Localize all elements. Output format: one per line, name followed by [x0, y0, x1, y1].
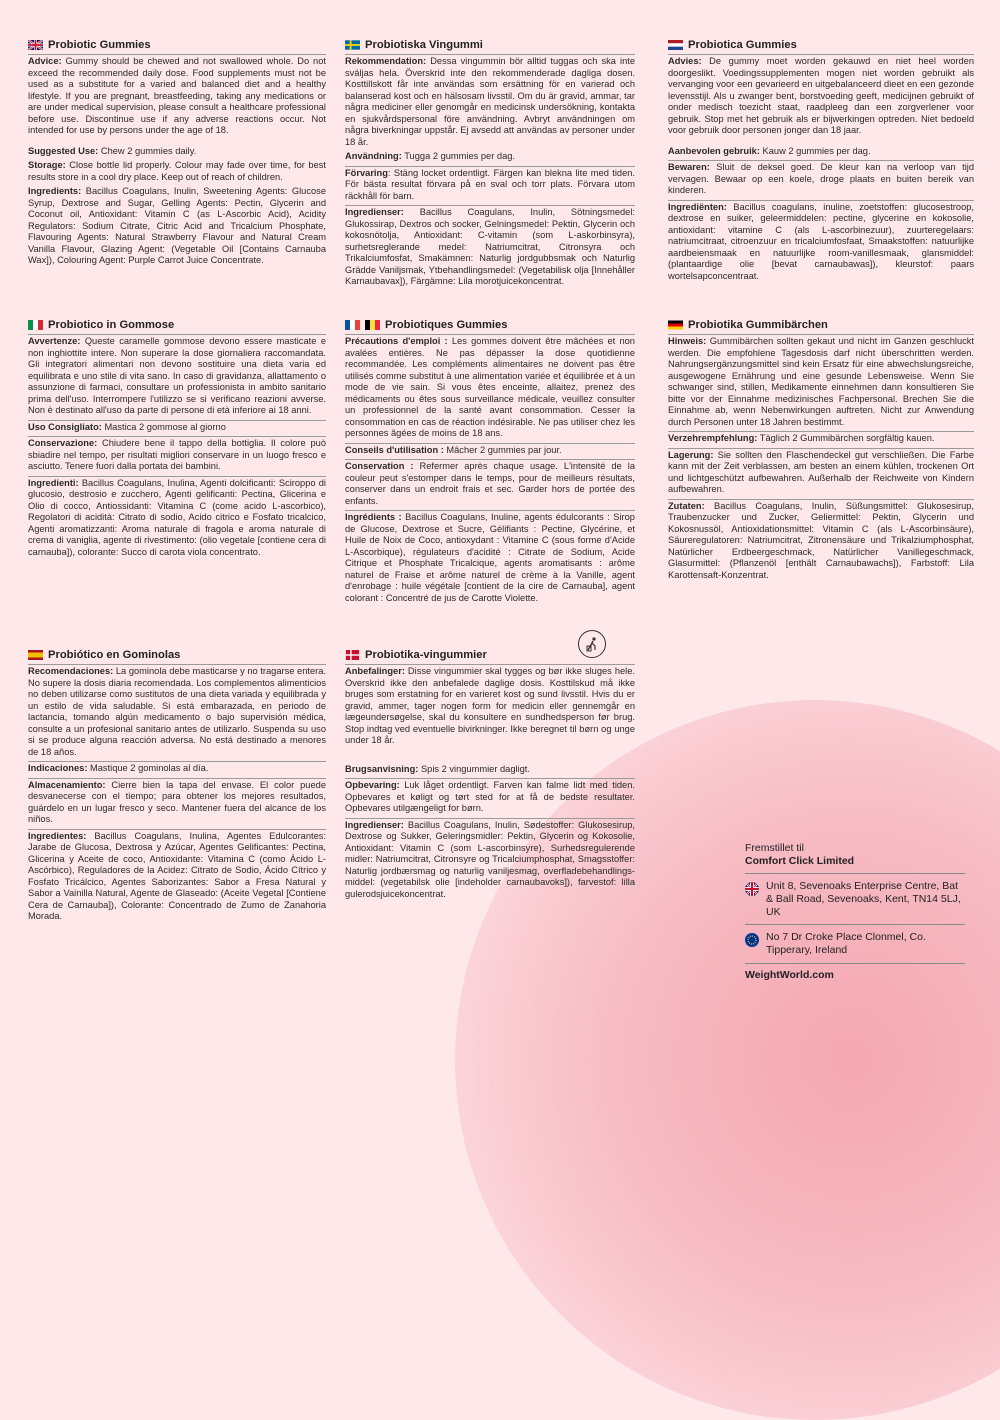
section-spanish [28, 648, 326, 926]
title-text: Probiótico en Gominolas [48, 649, 181, 661]
advice-text: Rekommendation: Dessa vingummin bör alltid tuggas och ska inte sväljas hela. Överskrid inte den rekommenderade dagliga dosen. Kosttillskott får inte användas som ersättning för en varierad och balanserad kost och en hälsosam livsstil. Om du är gravid, ammar, tar några mediciner eller genomgår en medicinsk undersökning, kontakta en sjukvårdspersonal före användning. Avbryt användningen om några biverkningar uppstår. Ej avsedd att användas av personer under 18 år. [345, 56, 635, 147]
divider [345, 778, 635, 779]
advice-text: Avvertenze: Queste caramelle gommose devono essere masticate e non inghiottite intere. Non superare la dose giornaliera raccomandata. Gli integratori alimentari non devono sostituire una dieta varia ed equilibrata e uno stile di vita sano. In caso di gravidanza, allattamento o assunzione di farmaci, consultare un professionista in ambito sanitario prima dell'uso. Interrompere l'utilizzo se si verificano reazioni avverse. Non è destinato all'uso da parte di persone di età inferiore ai 18 anni. [28, 336, 326, 415]
title-text: Probiotiska Vingummi [365, 39, 483, 51]
section-german [668, 318, 974, 584]
storage-text: Storage: Close bottle lid properly. Colour may fade over time, for best results store in a cool dry place. Keep out of reach of children. [28, 160, 326, 182]
divider [345, 205, 635, 206]
divider [28, 334, 326, 335]
advice-text: Advies: De gummy moet worden gekauwd en niet heel worden doorgeslikt. Voedingssupplementen mogen niet worden gebruikt als vervanging voor een gevarieerd en uitgebalanceerd dieet en een gezonde levensstijl. Als u zwanger bent, borstvoeding geeft, medicijnen gebruikt of onder medisch toezicht staat, raadpleeg dan een zorgverlener voor gebruik. Stop met het gebruik als er bijwerkingen optreden. Niet bedoeld voor gebruik door personen jonger dan 18 jaar. [668, 56, 974, 135]
uk-address: Unit 8, Sevenoaks Enterprise Centre, Bat & Ball Road, Sevenoaks, Kent, TN14 5LJ, UK [766, 880, 961, 918]
divider [345, 443, 635, 444]
divider [28, 54, 326, 55]
belgium-flag-icon [365, 320, 380, 330]
storage-text: Almacenamiento: Cierre bien la tapa del envase. El color puede desvanecerse con el tiempo; para obtener los mejores resultados, guárdelo en un lugar fresco y seco. Mantener fuera del alcance de los niños. [28, 779, 326, 824]
title-text: Probiotiques Gummies [385, 319, 508, 331]
section-title [345, 318, 635, 332]
ingredients-text: Ingredienser: Bacillus Coagulans, Inulin, Sötningsmedel: Glukossirap, Dextros och socker, Gelningsmedel: Pektin, Glycerin och kokosnötolja, Antioxidant: C-vitamin (som L-askorbinsyra), surhetsreglerande medel: Natriumcitrat, Citronsyra och Trikalciumfosfat, Smakämnen: Naturlig jordgubbsmak och Naturlig Grädde Vaniljsmak, Ytbehandlingsmedel: (Vegetabilisk olja [Innehåller Karnaubavax]), Färgämne: Lila morotjuicekoncentrat. [345, 207, 635, 286]
ingredients-text: Ingrediënten: Bacillus coagulans, inuline, zoetstoffen: glucosestroop, dextrose en suiker, geleermiddelen: pectine, glycerine en kokosolie, antioxidant: vitamine C (als L-ascorbinezuur), zuurteregelaars: natriumcitraat, citroenzuur en tricalciumfosfaat, Smaakstoffen: natuurlijke aardbeiensmaak en natuurlijke room-vanillesmaak, glansmiddel: (plantaardige olie [bevat carnaubawas]), kleurstof: paars wortelsapconcentraat. [668, 201, 974, 281]
divider [28, 420, 326, 421]
use-text: Suggested Use: Chew 2 gummies daily. [28, 145, 197, 156]
ingredients-text: Ingredienti: Bacillus Coagulans, Inulina, Agenti dolcificanti: Sciroppo di glucosio, destrosio e zucchero, Agenti gelificanti: Pectina, Glicerina e Olio di cocco, Antiossidanti: Vitamina C (come acido L-ascorbico), Regolatori di acidità: Citrato di sodio, Acido citrico e Fosfato tricalcico, Agenti aromatizzanti: Aroma naturale di fragola e aroma naturale di crema di vaniglia, agente di rivestimento: (olio vegetale [contiene cera di carnauba]), colorante: Succo di carota viola concentrato. [28, 477, 326, 557]
title-text: Probiotico in Gommose [48, 319, 175, 331]
divider [345, 510, 635, 511]
section-title [668, 318, 974, 332]
uk-flag-icon [28, 40, 43, 50]
germany-flag-icon [668, 320, 683, 330]
section-title [668, 38, 974, 52]
divider [668, 431, 974, 432]
divider [345, 459, 635, 460]
use-text: Användning: Tugga 2 gummies per dag. [345, 151, 515, 161]
divider [668, 448, 974, 449]
title-text: Probiotic Gummies [48, 39, 151, 51]
advice-text: Anbefalinger: Disse vingummier skal tygges og bør ikke sluges hele. Overskrid ikke den anbefalede daglige dosis. Kosttilskud må ikke bruges som erstatning for en varieret kost og sund livsstil. Hvis du er gravid, ammer, tager nogen form for medicin eller gennemgår en lægeundersøgelse, skal du konsultere en sundhedsperson før brug. Stop indtag ved eventuelle bivirkninger. Ikke beregnet til børn og unge under 18 år. [345, 666, 635, 745]
made-for-label: Fremstillet til [745, 842, 804, 854]
divider [345, 334, 635, 335]
storage-text: Bewaren: Sluit de deksel goed. De kleur kan na verloop van tijd vervagen. Bewaar op een koele, droge plaats en buiten bereik van kinderen. [668, 162, 974, 195]
storage-text: Conservation : Refermer après chaque usage. L'intensité de la couleur peut s'estomper dans le temps, pour de meilleurs résultats, conserver dans un endroit frais et sec. Garder hors de portée des enfants. [345, 461, 635, 506]
divider [28, 829, 326, 830]
ie-address-row [745, 924, 965, 957]
section-title [28, 648, 326, 662]
storage-text: Lagerung: Sie sollten den Flaschendeckel gut verschließen. Die Farbe kann mit der Zeit verblassen, am besten an einem kühlen, trockenen Ort und lichtgeschützt aufbewahren. Außerhalb der Reichweite von Kindern aufbewahren. [668, 449, 974, 494]
divider [28, 761, 326, 762]
storage-text: Förvaring: Stäng locket ordentligt. Färgen kan blekna lite med tiden. För bästa resultat förvara på en sval och torr plats. Förvara utom räckhåll för barn. [345, 167, 635, 201]
section-title [28, 318, 326, 332]
section-danish [345, 648, 635, 903]
uk-address-row [745, 873, 965, 919]
ingredients-text: Ingredients: Bacillus Coagulans, Inulin, Sweetening Agents: Glucose Syrup, Dextrose and Sugar, Gelling Agents: Pectin, Glycerin and Coconut oil, Antioxidant: Vitamin C (as L-Ascorbic Acid), Acidity Regulators: Sodium Citrate, Citric Acid and Tricalcium Phosphate, Flavouring Agents: Natural Strawberry Flavour and Natural Cream Vanilla Flavour, Glazing Agent: (Vegetable Oil [Contains Carnauba Wax]), Colouring Agent: Purple Carrot Juice Concentrate. [28, 186, 326, 265]
company-name: Comfort Click Limited [745, 855, 855, 867]
france-flag-icon [345, 320, 360, 330]
storage-text: Conservazione: Chiudere bene il tappo della bottiglia. Il colore può sbiadire nel tempo, per risultati migliori conservare in un luogo fresco e asciutto. Tenere fuori dalla portata dei bambini. [28, 438, 326, 471]
divider [28, 476, 326, 477]
section-italian [28, 318, 326, 561]
divider [345, 166, 635, 167]
divider [345, 818, 635, 819]
italy-flag-icon [28, 320, 43, 330]
divider [345, 664, 635, 665]
section-title [345, 648, 635, 662]
use-text: Verzehrempfehlung: Täglich 2 Gummibärchen sorgfältig kauen. [668, 433, 935, 443]
divider [28, 778, 326, 779]
manufacturer-info [745, 842, 965, 982]
eu-flag-icon [745, 933, 759, 947]
section-title [28, 38, 326, 52]
section-swedish [345, 38, 635, 291]
sweden-flag-icon [345, 40, 360, 50]
ie-address: No 7 Dr Croke Place Clonmel, Co. Tipperary, Ireland [766, 931, 926, 956]
use-text: Uso Consigliato: Mastica 2 gommose al giorno [28, 421, 226, 432]
ingredients-text: Zutaten: Bacillus Coagulans, Inulin, Süßungsmittel: Glukosesirup, Traubenzucker und Zucker, Geliermittel: Pektin, Glycerin und Kokosnussöl, Antioxidationsmittel: Vitamin C (als L-Ascorbinsäure), Säureregulatoren: Natriumcitrat, Zitronensäure und Trikalziumphosphat, Natürlicher Erdbeergeschmack, Natürlicher Vanillegeschmack, Glasurmittel: (Pflanzenöl [enthält Carnaubawachs]), Farbstoff: Lila Karottensaft-Konzentrat. [668, 500, 974, 580]
advice-text: Advice: Gummy should be chewed and not swallowed whole. Do not exceed the recommended daily dose. Food supplements must not be used as a substitute for a varied and balanced diet and a healthy lifestyle. If you are pregnant, breastfeeding, taking any medications or are under medical supervision, please consult a healthcare professional before use. Discontinue use if any adverse reactions occur. Not intended for use by persons under the age of 18. [28, 56, 326, 135]
section-french [345, 318, 635, 607]
storage-text: Opbevaring: Luk låget ordentligt. Farven kan falme lidt med tiden. Opbevares et køligt og tørt sted for at få de bedste resultater. Opbevares utilgængeligt for børn. [345, 780, 635, 813]
denmark-flag-icon [345, 650, 360, 660]
ingredients-text: Ingrédients : Bacillus Coagulans, Inuline, agents édulcorants : Sirop de Glucose, Dextrose et Sucre, Gélifiants : Pectine, Glycérine, et Huile de Noix de Coco, antioxydant : Vitamine C (sous forme d'Acide L-Ascorbique), régulateurs d'acidité : Citrate de Sodium, Acide Citrique et Phosphate Tricalcique, agents aromatisants : arôme naturel de Fraise et arôme naturel de crème à la Vanille, agent d'enrobage : huile végétale [contient de la cire de Carnauba], agent colorant : Concentré de jus de Carotte Violette. [345, 512, 635, 603]
divider [345, 54, 635, 55]
use-text: Indicaciones: Mastique 2 gominolas al día. [28, 763, 209, 773]
section-english [28, 38, 326, 270]
use-text: Brugsanvisning: Spis 2 vingummier dagligt. [345, 763, 530, 774]
netherlands-flag-icon [668, 40, 683, 50]
uk-flag-icon [745, 882, 759, 896]
divider [668, 54, 974, 55]
section-title [345, 38, 635, 52]
advice-text: Précautions d'emploi : Les gommes doivent être mâchées et non avalées entières. Ne pas dépasser la dose quotidienne recommandée. Les compléments alimentaires ne doivent pas être utilisés comme substitut à une alimentation variée et équilibrée et à un mode de vie sain. Si vous êtes enceinte, allaitez, prenez des médicaments ou êtes sous surveillance médicale, veuillez consulter un professionnel de la santé avant consommation. Cesser la consommation en cas de réaction indésirable. Ne pas utiliser chez les personnes âgées de moins de 18 ans. [345, 336, 635, 438]
divider [28, 436, 326, 437]
section-dutch [668, 38, 974, 285]
divider [668, 499, 974, 500]
title-text: Probiotika Gummibärchen [688, 319, 828, 331]
title-text: Probiotika-vingummier [365, 649, 487, 661]
divider [668, 200, 974, 201]
spain-flag-icon [28, 650, 43, 660]
divider [668, 160, 974, 161]
ingredients-text: Ingredienser: Bacillus Coagulans, Inulin, Sødestoffer: Glukosesirup, Dextrose og Sukker, Geleringsmidler: Pektin, Glycerin og Kokosolie, Antioxidant: Vitamin C (som L-ascorbinsyre), Surhedsregulerende midler: Natriumcitrat, Citronsyre og Tricalciumphosphat, Smagsstoffer: Naturlig jordbærsmag og naturlig vaniljesmag, overfladebehandlings-middel: (vegetabilsk olie [indeholder carnaubavoks]), farvestof: lilla gulerodsjuicekoncentrat. [345, 819, 635, 899]
ingredients-text: Ingredientes: Bacillus Coagulans, Inulina, Agentes Edulcorantes: Jarabe de Glucosa, Dextrosa y Azúcar, Agentes Gelificantes: Pectina, Glicerina y Aceite de coco, Antioxidante: Vitamina C (como Ácido L-Ascórbico), Reguladores de la Acidez: Citrato de Sodio, Ácido Cítrico y Fosfato Tricálcico, Agentes Saborizantes: Sabor a Fresa Natural y Sabor a Vainilla Natural, Agente de Glaseado: (Aceite Vegetal [Contiene Cera de Carnauba]), Colorante: Concentrado de Zumo de Zanahoria Morada. [28, 830, 326, 921]
use-text: Conseils d'utilisation : Mâcher 2 gummies par jour. [345, 444, 562, 455]
divider [668, 334, 974, 335]
title-text: Probiotica Gummies [688, 39, 797, 51]
divider [28, 664, 326, 665]
use-text: Aanbevolen gebruik: Kauw 2 gummies per dag. [668, 145, 871, 156]
advice-text: Recomendaciones: La gominola debe masticarse y no tragarse entera. No supere la dosis diaria recomendada. Los complementos alimenticios no deben utilizarse como sustitutos de una dieta variada y equilibrada y un estilo de vida saludable. Si está embarazada, en periodo de lactancia, tomando algún medicamento o bajo supervisión médica, consulte a un profesional sanitario antes de utilizarlo. Suspenda su uso si se produce alguna reacción adversa. No está destinado a menores de 18 años. [28, 666, 326, 757]
website-link[interactable]: WeightWorld.com [745, 963, 965, 982]
advice-text: Hinweis: Gummibärchen sollten gekaut und nicht im Ganzen geschluckt werden. Die empfohlene Tagesdosis darf nicht überschritten werden. Nahrungsergänzungsmittel sind kein Ersatz für eine abwechslungsreiche, ausgewogene Ernährung und eine gesunde Lebensweise. Wenn Sie schwanger sind, stillen, Medikamente einnehmen dann konsultieren Sie bitte vor der Einnahme medizinisches Fachpersonal. Brechen Sie die Einnahme ab, wenn Nebenwirkungen auftreten. Nicht zur Anwendung durch Personen unter 18 Jahren bestimmt. [668, 336, 974, 427]
